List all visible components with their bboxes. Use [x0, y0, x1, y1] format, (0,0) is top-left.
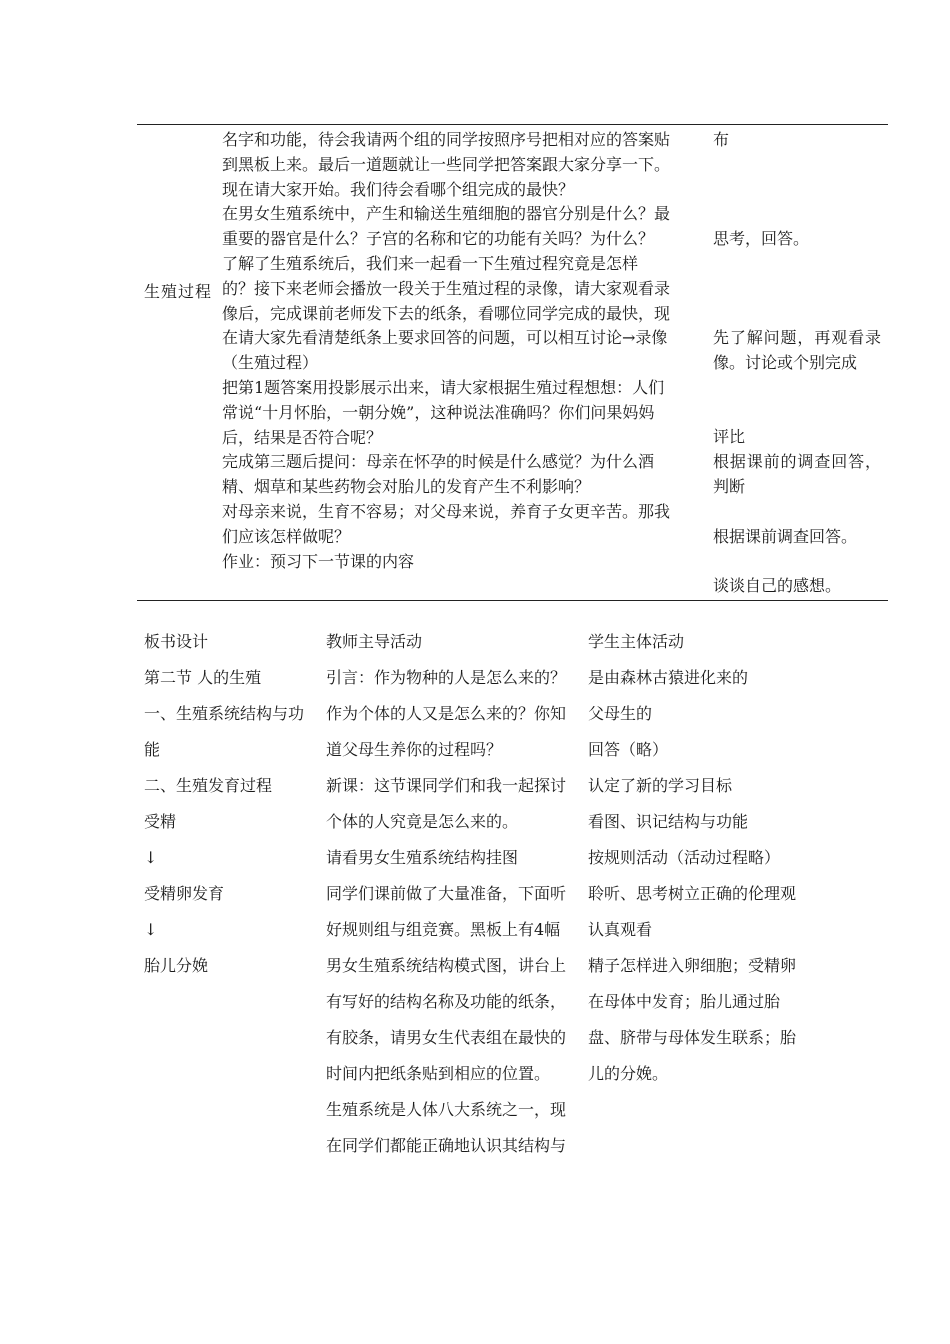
guide-line: 道父母生养你的过程吗？	[326, 740, 503, 759]
student-note: 根据课前的调查回答，判断	[713, 452, 881, 496]
activity-line: 看图、识记结构与功能	[588, 812, 749, 831]
teacher-line: 的？接下来老师会播放一段关于生殖过程的录像，请大家观看录	[222, 278, 671, 298]
activity-line: 认真观看	[588, 920, 653, 939]
student-note: 先了解问题，再观看录像。讨论或个别完成	[713, 328, 881, 372]
guide-line: 有胶条，请男女生代表组在最快的	[326, 1028, 567, 1047]
activity-line: 在母体中发育；胎儿通过胎	[588, 992, 781, 1011]
guide-line: 时间内把纸条贴到相应的位置。	[326, 1064, 551, 1083]
column-header: 教师主导活动	[326, 632, 423, 651]
guide-line: 男女生殖系统结构模式图，讲台上	[326, 956, 567, 975]
guide-line: 好规则组与组竞赛。黑板上有4幅	[326, 920, 561, 939]
guide-line: 生殖系统是人体八大系统之一，现	[326, 1100, 567, 1119]
teacher-line: 们应该怎样做呢？	[222, 526, 351, 546]
guide-line: 同学们课前做了大量准备，下面听	[326, 884, 567, 903]
activity-line: 盘、脐带与母体发生联系；胎	[588, 1028, 797, 1047]
board-line: 受精卵发育	[144, 884, 225, 903]
activity-line: 按规则活动（活动过程略）	[588, 848, 781, 867]
teacher-line: 了解了生殖系统后，我们来一起看一下生殖过程究竟是怎样	[222, 253, 639, 273]
teacher-line: 把第1题答案用投影展示出来，请大家根据生殖过程想想：人们	[222, 377, 665, 397]
guide-line: 个体的人究竟是怎么来的。	[326, 812, 519, 831]
teacher-line: 精、烟草和某些药物会对胎儿的发育产生不利影响？	[222, 477, 591, 497]
guide-line: 有写好的结构名称及功能的纸条，	[326, 992, 567, 1011]
activity-line: 父母生的	[588, 704, 653, 723]
teacher-line: 对母亲来说，生育不容易；对父母来说，养育子女更辛苦。那我	[222, 501, 671, 521]
lesson-table	[137, 124, 888, 601]
student-note: 思考，回答。	[713, 229, 810, 248]
activity-line: 精子怎样进入卵细胞；受精卵	[588, 956, 797, 975]
board-line: 胎儿分娩	[144, 956, 209, 975]
teacher-line: 后，结果是否符合呢？	[222, 427, 383, 447]
teacher-line: 到黑板上来。最后一道题就让一些同学把答案跟大家分享一下。	[222, 154, 671, 174]
student-note: 谈谈自己的感想。	[713, 576, 842, 595]
activity-line: 认定了新的学习目标	[588, 776, 733, 795]
teacher-line: 像后，完成课前老师发下去的纸条，看哪位同学完成的最快，现	[222, 303, 671, 323]
teacher-line: 常说“十月怀胎，一朝分娩”，这种说法准确吗？你们问果妈妈	[222, 402, 655, 422]
guide-line: 在同学们都能正确地认识其结构与	[326, 1136, 567, 1155]
teacher-activity-column	[222, 128, 697, 574]
guide-line: 引言：作为物种的人是怎么来的？	[326, 668, 567, 687]
board-line: 第二节 人的生殖	[144, 668, 262, 687]
activity-line: 聆听、思考树立正确的伦理观	[588, 884, 797, 903]
teacher-line: 作业：预习下一节课的内容	[222, 551, 415, 571]
board-line: 能	[144, 740, 161, 759]
guide-line: 作为个体的人又是怎么来的？你知	[326, 704, 567, 723]
arrow-down-icon: ↓	[144, 920, 158, 939]
teacher-line: 在男女生殖系统中，产生和输送生殖细胞的器官分别是什么？最	[222, 204, 671, 224]
teacher-line: 完成第三题后提问：母亲在怀孕的时候是什么感觉？为什么酒	[222, 452, 655, 472]
teacher-line: 在请大家先看清楚纸条上要求回答的问题，可以相互讨论→录像	[222, 328, 668, 348]
guide-line: 新课：这节课同学们和我一起探讨	[326, 776, 567, 795]
board-line: 受精	[144, 812, 177, 831]
board-line: 二、生殖发育过程	[144, 776, 273, 795]
column-header: 学生主体活动	[588, 632, 685, 651]
activity-line: 儿的分娩。	[588, 1064, 669, 1083]
board-design-column	[144, 624, 324, 984]
teacher-line: 重要的器官是什么？子宫的名称和它的功能有关吗？为什么？	[222, 229, 655, 249]
student-note: 评比	[713, 427, 746, 446]
board-line: 一、生殖系统结构与功	[144, 704, 305, 723]
teacher-line: 现在请大家开始。我们待会看哪个组完成的最快？	[222, 179, 575, 199]
arrow-down-icon: ↓	[144, 848, 158, 867]
student-note: 根据课前调查回答。	[713, 527, 858, 546]
stage-label: 生殖过程	[144, 282, 213, 301]
column-header: 板书设计	[144, 632, 209, 651]
activity-line: 回答（略）	[588, 740, 669, 759]
student-activity-list	[588, 624, 813, 1092]
student-note: 布	[713, 130, 730, 149]
activity-line: 是由森林古猿进化来的	[588, 668, 749, 687]
teacher-line: （生殖过程）	[222, 353, 319, 373]
teacher-guide-column	[326, 624, 586, 1164]
teacher-line: 名字和功能，待会我请两个组的同学按照序号把相对应的答案贴	[222, 130, 671, 149]
guide-line: 请看男女生殖系统结构挂图	[326, 848, 519, 867]
